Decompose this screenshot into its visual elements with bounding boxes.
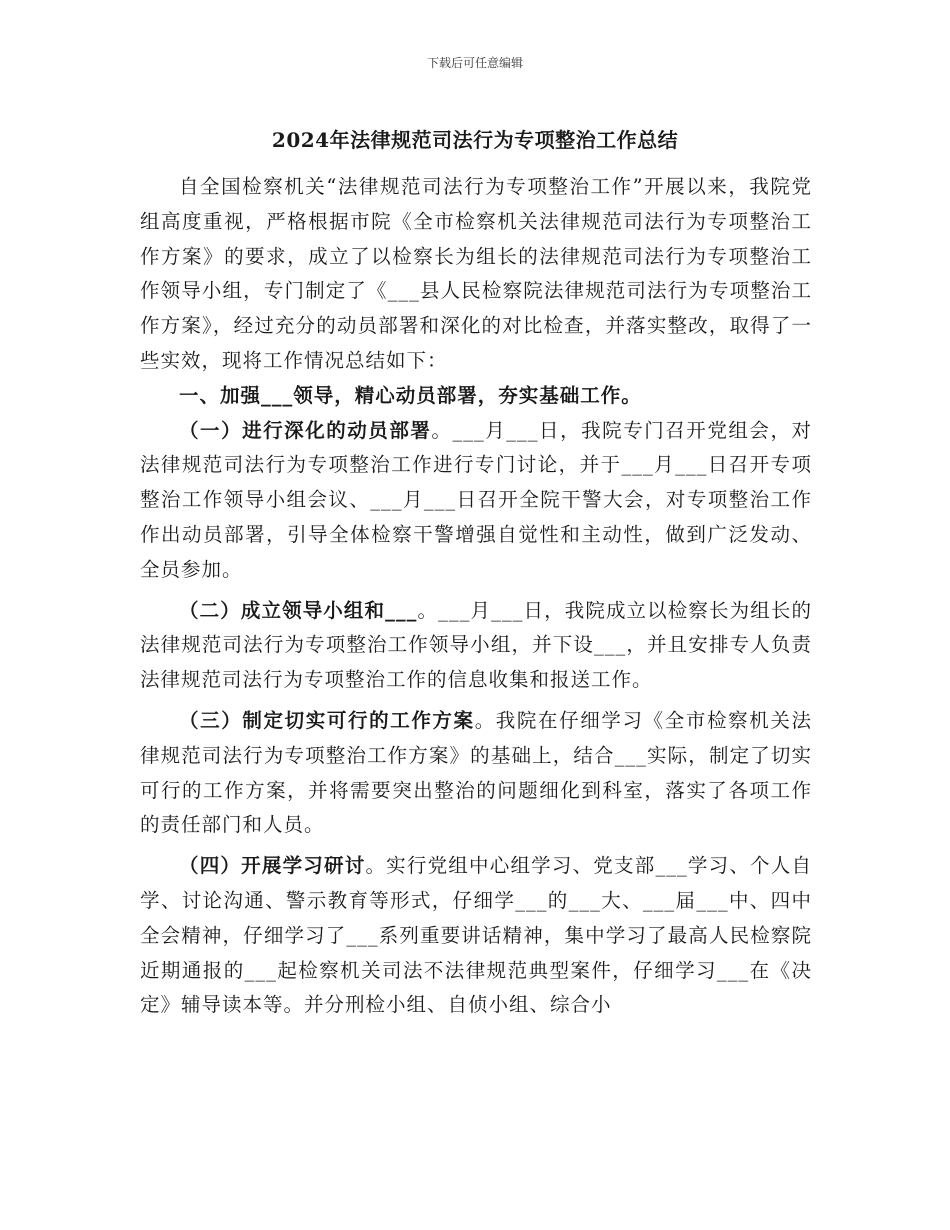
item-lead: （二）成立领导小组和___ bbox=[179, 598, 418, 622]
document-title: 2024年法律规范司法行为专项整治工作总结 bbox=[271, 128, 679, 152]
item-lead: （一）进行深化的动员部署 bbox=[179, 418, 432, 442]
item-paragraph bbox=[140, 414, 812, 588]
download-note: 下载后可任意编辑 bbox=[426, 56, 523, 70]
item-paragraph bbox=[140, 704, 812, 843]
item-paragraph bbox=[140, 594, 812, 698]
item-paragraph bbox=[140, 849, 812, 1023]
item-text: 。___月___日，我院成立以检察长为组长的法律规范司法行为专项整治工作领导小组，并下设___，并且安排专人负责法律规范司法行为专项整治工作的信息收集和报送工作。 bbox=[140, 598, 812, 692]
item-text: 。___月___日，我院专门召开党组会，对法律规范司法行为专项整治工作进行专门讨论，并于___月___日召开专项整治工作领导小组会议、___月___日召开全院干警大会，对专项整治工作作出动员部署，引导全体检察干警增强自觉性和主动性，做到广泛发动、全员参加。 bbox=[140, 418, 812, 581]
document-body bbox=[140, 170, 812, 1023]
section-heading: 一、加强___领导，精心动员部署，夯实基础工作。 bbox=[179, 383, 642, 407]
item-text: 。我院在仔细学习《全市检察机关法律规范司法行为专项整治工作方案》的基础上，结合___实际，制定了切实可行的工作方案，并将需要突出整治的问题细化到科室，落实了各项工作的责任部门和人员。 bbox=[140, 708, 812, 837]
item-lead: （三）制定切实可行的工作方案 bbox=[179, 708, 475, 732]
item-lead: （四）开展学习研讨 bbox=[179, 854, 366, 878]
intro-paragraph: 自全国检察机关“法律规范司法行为专项整治工作”开展以来，我院党组高度重视，严格根据市院《全市检察机关法律规范司法行为专项整治工作方案》的要求，成立了以检察长为组长的法律规范司法行为专项整治工作领导小组，专门制定了《___县人民检察院法律规范司法行为专项整治工作方案》，经过充分的动员部署和深化的对比检查，并落实整改，取得了一些实效，现将工作情况总结如下： bbox=[140, 175, 812, 372]
item-text: 。实行党组中心组学习、党支部___学习、个人自学、讨论沟通、警示教育等形式，仔细学___的___大、___届___中、四中全会精神，仔细学习了___系列重要讲话精神，集中学习了最高人民检察院近期通报的___起检察机关司法不法律规范典型案件，仔细学习___在《决定》辅导读本等。并分刑检小组、自侦小组、综合小 bbox=[140, 854, 812, 1017]
